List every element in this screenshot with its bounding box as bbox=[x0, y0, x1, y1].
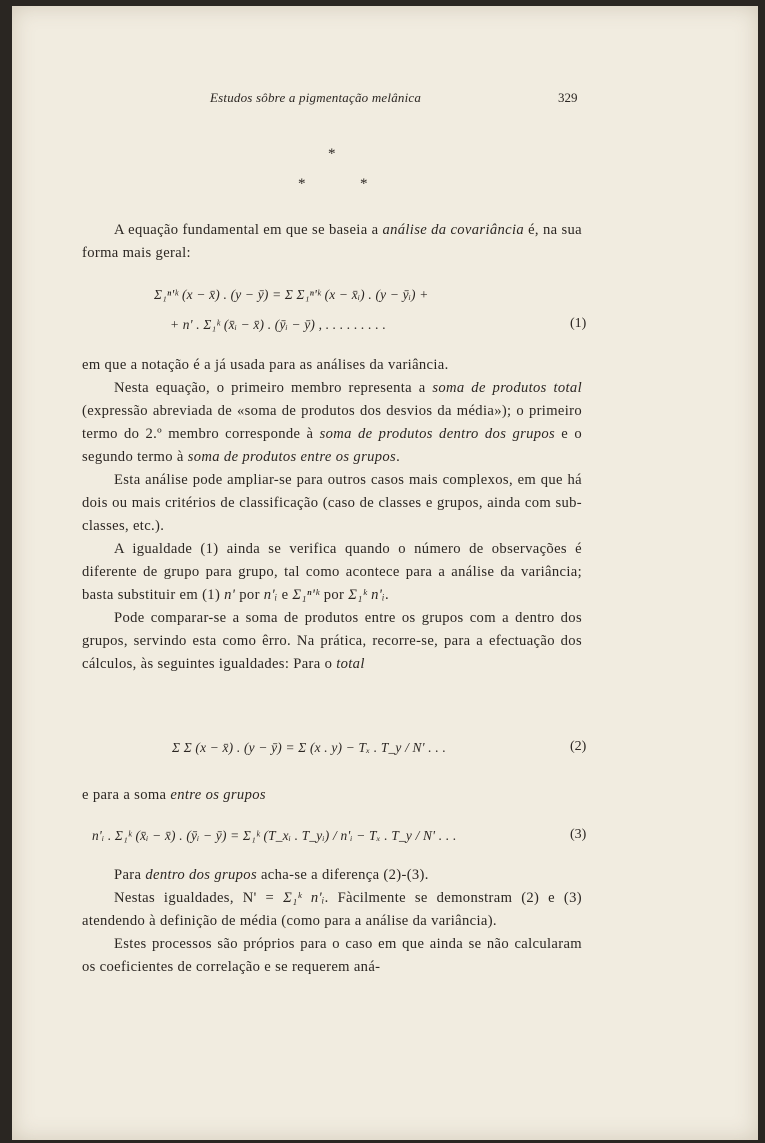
body-text-block bbox=[82, 354, 582, 676]
book-page bbox=[12, 6, 758, 1140]
paragraph-within-groups: Para dentro dos grupos acha-se a diferença (2)-(3). bbox=[114, 867, 429, 883]
equation-1-line-2: + n' . Σ₁ᵏ (x̄ᵢ − x̄) . (ȳᵢ − ȳ) , . . . . . . . . . bbox=[170, 317, 387, 332]
page-number: 329 bbox=[558, 90, 578, 105]
paragraph-comparison: Pode comparar-se a soma de produtos entre os grupos com a dentro dos grupos, servindo esta como êrro. Na prática, recorre-se, para a efectuação dos cálculos, às seguintes igualdades: Para o total bbox=[82, 610, 582, 672]
emphasis: análise da covariância bbox=[382, 222, 525, 238]
separator-star: * bbox=[328, 146, 336, 162]
emphasis: soma de produtos entre os grupos bbox=[187, 449, 397, 465]
paragraph-between-groups: e para a soma entre os grupos bbox=[82, 787, 266, 803]
paragraph-members: Nesta equação, o primeiro membro representa a soma de produtos total (expressão abreviada de «soma de produtos dos desvios da média»); o primeiro termo do 2.º membro corresponde à soma de produtos dentro dos grupos e o segundo termo à soma de produtos entre os grupos. bbox=[82, 380, 582, 465]
equation-2: Σ Σ (x − x̄) . (y − ȳ) = Σ (x . y) − Tₓ . T_y / N' . . . bbox=[172, 740, 447, 755]
emphasis: total bbox=[336, 656, 365, 672]
paragraph-demonstration: Nestas igualdades, N' = Σ₁ᵏ n'ᵢ. Fàcilmente se demonstram (2) e (3) atendendo à definição de média (como para a análise da variância). bbox=[82, 890, 582, 929]
emphasis: soma de produtos total bbox=[432, 380, 582, 396]
emphasis: entre os grupos bbox=[170, 787, 266, 803]
paragraph-processes: Estes processos são próprios para o caso em que ainda se não calcularam os coeficientes de correlação e se requerem aná- bbox=[82, 936, 582, 975]
paragraph-extension: Esta análise pode ampliar-se para outros casos mais complexos, em que há dois ou mais critérios de classificação (caso de classes e grupos, ainda com sub-classes, etc.). bbox=[82, 472, 582, 534]
separator-star: * bbox=[298, 176, 306, 192]
paragraph-notation: em que a notação é a já usada para as análises da variância. bbox=[82, 357, 449, 373]
equation-3-number: (3) bbox=[570, 827, 587, 842]
equation-1-number: (1) bbox=[570, 316, 587, 331]
running-title: Estudos sôbre a pigmentação melânica bbox=[210, 90, 422, 105]
emphasis: dentro dos grupos bbox=[145, 867, 257, 883]
paragraph-unequal-groups: A igualdade (1) ainda se verifica quando o número de observações é diferente de grupo para grupo, tal como acontece para a análise da variância; basta substituir em (1) n' por n'ᵢ e Σ₁ⁿ'ᵏ por Σ₁ᵏ n'ᵢ. bbox=[82, 541, 582, 603]
running-header bbox=[12, 90, 758, 110]
body-text-block-end bbox=[82, 864, 582, 979]
equation-3: n'ᵢ . Σ₁ᵏ (x̄ᵢ − x̄) . (ȳᵢ − ȳ) = Σ₁ᵏ (T_xᵢ . T_yᵢ) / n'ᵢ − Tₓ . T_y / N' . . . bbox=[92, 828, 457, 843]
equation-1-line-1: Σ₁ⁿ'ᵏ (x − x̄) . (y − ȳ) = Σ Σ₁ⁿ'ᵏ (x − x̄ᵢ) . (y − ȳᵢ) + bbox=[154, 287, 429, 302]
separator-star: * bbox=[360, 176, 368, 192]
equation-2-number: (2) bbox=[570, 739, 587, 754]
emphasis: soma de produtos dentro dos grupos bbox=[319, 426, 556, 442]
paragraph-intro: A equação fundamental em que se baseia a análise da covariância é, na sua forma mais geral: bbox=[82, 222, 582, 261]
